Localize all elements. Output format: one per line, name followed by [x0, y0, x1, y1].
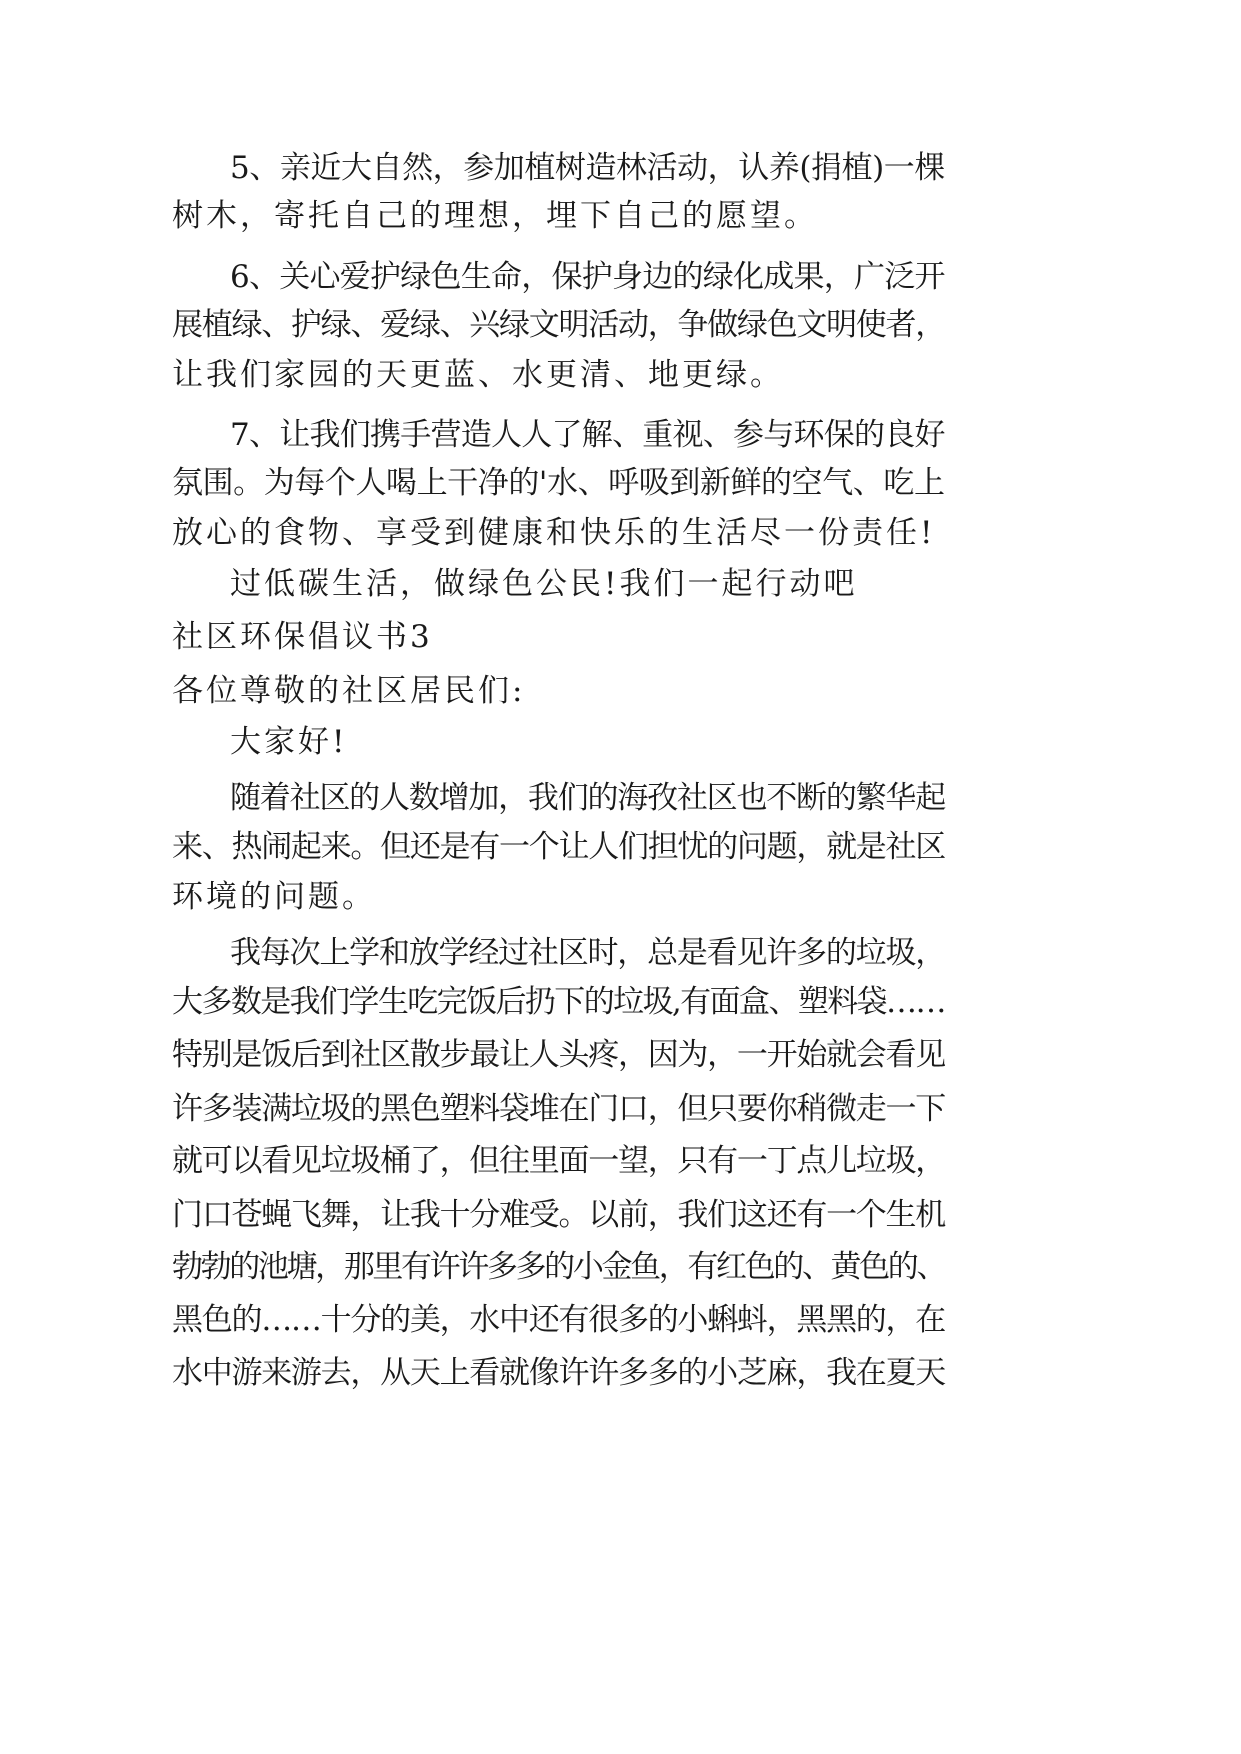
paragraph-line: 黑色的……十分的美，水中还有很多的小蝌蚪，黑黑的，在 [172, 1302, 945, 1338]
paragraph-line: 展植绿、护绿、爱绿、兴绿文明活动，争做绿色文明使者， [172, 307, 945, 343]
paragraph-line: 7、让我们携手营造人人了解、重视、参与环保的良好 [230, 417, 945, 453]
paragraph-line: 5、亲近大自然，参加植树造林活动，认养(捐植)一棵 [230, 150, 945, 186]
paragraph-line: 放心的食物、享受到健康和快乐的生活尽一份责任! [172, 515, 936, 551]
paragraph-line: 门口苍蝇飞舞，让我十分难受。以前，我们这还有一个生机 [172, 1197, 945, 1233]
paragraph-line: 6、关心爱护绿色生命，保护身边的绿化成果，广泛开 [230, 259, 945, 295]
paragraph-line: 让我们家园的天更蓝、水更清、地更绿。 [172, 357, 784, 393]
paragraph-line: 就可以看见垃圾桶了，但往里面一望，只有一丁点儿垃圾， [172, 1143, 945, 1179]
paragraph-line: 水中游来游去，从天上看就像许许多多的小芝麻，我在夏天 [172, 1355, 945, 1391]
paragraph-line: 树木，寄托自己的理想，埋下自己的愿望。 [172, 198, 818, 234]
salutation: 各位尊敬的社区居民们: [172, 673, 526, 709]
greeting: 大家好! [230, 724, 348, 760]
paragraph-line: 随着社区的人数增加，我们的海孜社区也不断的繁华起 [230, 780, 945, 816]
paragraph-line: 我每次上学和放学经过社区时，总是看见许多的垃圾， [230, 935, 945, 971]
paragraph-line: 环境的问题。 [172, 879, 376, 915]
paragraph-line: 许多装满垃圾的黑色塑料袋堆在门口，但只要你稍微走一下 [172, 1091, 945, 1127]
paragraph-line: 氛围。为每个人喝上干净的'水、呼吸到新鲜的空气、吃上 [172, 465, 945, 501]
paragraph-line: 来、热闹起来。但还是有一个让人们担忧的问题，就是社区 [172, 829, 945, 865]
paragraph-line: 过低碳生活，做绿色公民!我们一起行动吧 [230, 566, 858, 602]
paragraph-line: 勃勃的池塘，那里有许许多多的小金鱼，有红色的、黄色的、 [172, 1249, 945, 1285]
paragraph-line: 特别是饭后到社区散步最让人头疼，因为，一开始就会看见 [172, 1037, 945, 1073]
paragraph-line: 大多数是我们学生吃完饭后扔下的垃圾,有面盒、塑料袋…… [172, 984, 945, 1020]
section-heading: 社区环保倡议书3 [172, 619, 433, 655]
